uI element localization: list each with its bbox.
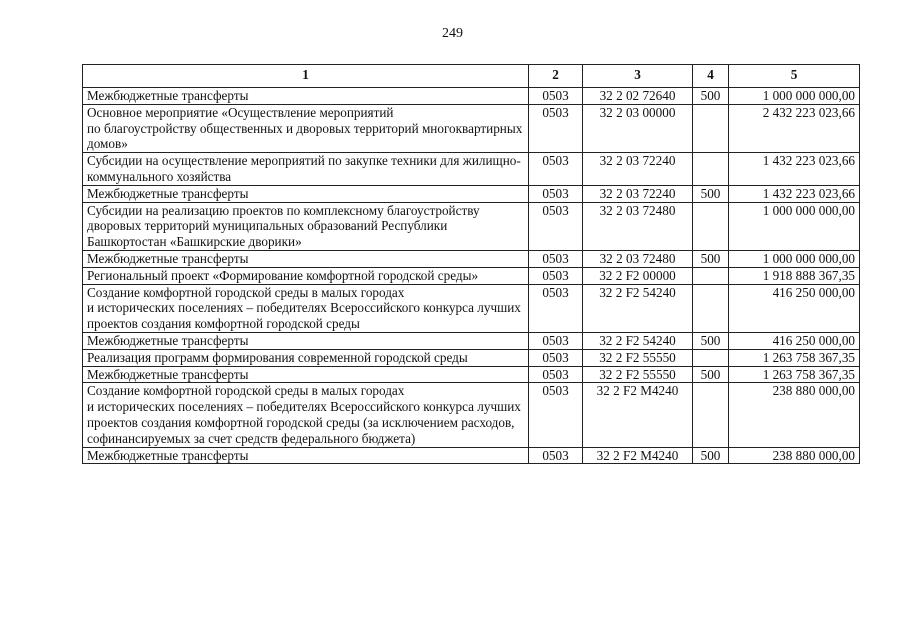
row-amount-cell: 238 880 000,00 xyxy=(729,383,860,447)
row-expense-type-cell xyxy=(693,383,729,447)
row-amount-cell: 1 000 000 000,00 xyxy=(729,250,860,267)
row-target-article-cell: 32 2 02 72640 xyxy=(583,88,693,105)
row-expense-type-cell xyxy=(693,284,729,332)
row-name-cell: Региональный проект «Формирование комфортной городской среды» xyxy=(83,267,529,284)
row-name-cell: Реализация программ формирования современной городской среды xyxy=(83,349,529,366)
row-amount-cell: 1 432 223 023,66 xyxy=(729,185,860,202)
row-target-article-cell: 32 2 F2 54240 xyxy=(583,332,693,349)
row-name-cell: Создание комфортной городской среды в малых городах и исторических поселениях – победителях Всероссийского конкурса лучших проектов создания комфортной городской среды (за исключением расходов, софинансируемых за счет средств федерального бюджета) xyxy=(83,383,529,447)
row-expense-type-cell: 500 xyxy=(693,185,729,202)
row-section-code-cell: 0503 xyxy=(529,104,583,152)
header-col-3: 3 xyxy=(583,65,693,88)
table-row xyxy=(83,267,860,284)
row-section-code-cell: 0503 xyxy=(529,284,583,332)
row-target-article-cell: 32 2 03 72240 xyxy=(583,153,693,186)
table-row xyxy=(83,284,860,332)
table-row xyxy=(83,202,860,250)
header-col-5: 5 xyxy=(729,65,860,88)
table-header-row xyxy=(83,65,860,88)
row-name-cell: Создание комфортной городской среды в малых городах и исторических поселениях – победителях Всероссийского конкурса лучших проектов создания комфортной городской среды xyxy=(83,284,529,332)
header-col-2: 2 xyxy=(529,65,583,88)
row-name-cell: Межбюджетные трансферты xyxy=(83,366,529,383)
row-section-code-cell: 0503 xyxy=(529,250,583,267)
table-row xyxy=(83,250,860,267)
header-col-4: 4 xyxy=(693,65,729,88)
row-section-code-cell: 0503 xyxy=(529,447,583,464)
table-row xyxy=(83,447,860,464)
row-name-cell: Межбюджетные трансферты xyxy=(83,447,529,464)
row-target-article-cell: 32 2 03 00000 xyxy=(583,104,693,152)
table-row xyxy=(83,349,860,366)
row-expense-type-cell: 500 xyxy=(693,332,729,349)
table-row xyxy=(83,366,860,383)
budget-table xyxy=(82,64,860,464)
row-amount-cell: 2 432 223 023,66 xyxy=(729,104,860,152)
row-amount-cell: 416 250 000,00 xyxy=(729,332,860,349)
row-name-cell: Межбюджетные трансферты xyxy=(83,185,529,202)
header-col-1: 1 xyxy=(83,65,529,88)
row-amount-cell: 1 000 000 000,00 xyxy=(729,88,860,105)
row-section-code-cell: 0503 xyxy=(529,202,583,250)
row-section-code-cell: 0503 xyxy=(529,366,583,383)
row-section-code-cell: 0503 xyxy=(529,332,583,349)
row-expense-type-cell xyxy=(693,104,729,152)
row-section-code-cell: 0503 xyxy=(529,153,583,186)
row-amount-cell: 1 263 758 367,35 xyxy=(729,366,860,383)
row-target-article-cell: 32 2 F2 54240 xyxy=(583,284,693,332)
page-number: 249 xyxy=(442,26,463,41)
row-name-cell: Межбюджетные трансферты xyxy=(83,250,529,267)
row-section-code-cell: 0503 xyxy=(529,349,583,366)
table-row xyxy=(83,332,860,349)
row-amount-cell: 1 263 758 367,35 xyxy=(729,349,860,366)
table-row xyxy=(83,104,860,152)
row-expense-type-cell: 500 xyxy=(693,250,729,267)
row-section-code-cell: 0503 xyxy=(529,383,583,447)
row-expense-type-cell xyxy=(693,267,729,284)
row-name-cell: Межбюджетные трансферты xyxy=(83,332,529,349)
row-expense-type-cell: 500 xyxy=(693,447,729,464)
row-target-article-cell: 32 2 F2 00000 xyxy=(583,267,693,284)
row-target-article-cell: 32 2 03 72480 xyxy=(583,250,693,267)
table-row xyxy=(83,153,860,186)
row-amount-cell: 238 880 000,00 xyxy=(729,447,860,464)
row-target-article-cell: 32 2 F2 M4240 xyxy=(583,447,693,464)
row-expense-type-cell xyxy=(693,349,729,366)
row-target-article-cell: 32 2 F2 M4240 xyxy=(583,383,693,447)
row-amount-cell: 416 250 000,00 xyxy=(729,284,860,332)
row-section-code-cell: 0503 xyxy=(529,88,583,105)
row-amount-cell: 1 432 223 023,66 xyxy=(729,153,860,186)
row-expense-type-cell: 500 xyxy=(693,366,729,383)
row-target-article-cell: 32 2 03 72480 xyxy=(583,202,693,250)
row-target-article-cell: 32 2 03 72240 xyxy=(583,185,693,202)
row-target-article-cell: 32 2 F2 55550 xyxy=(583,366,693,383)
row-section-code-cell: 0503 xyxy=(529,267,583,284)
row-expense-type-cell xyxy=(693,202,729,250)
row-section-code-cell: 0503 xyxy=(529,185,583,202)
row-expense-type-cell xyxy=(693,153,729,186)
row-amount-cell: 1 918 888 367,35 xyxy=(729,267,860,284)
table-row xyxy=(83,185,860,202)
row-name-cell: Субсидии на осуществление мероприятий по закупке техники для жилищно-коммунального хозяйства xyxy=(83,153,529,186)
row-amount-cell: 1 000 000 000,00 xyxy=(729,202,860,250)
row-name-cell: Основное мероприятие «Осуществление мероприятий по благоустройству общественных и дворовых территорий многоквартирных домов» xyxy=(83,104,529,152)
table-row xyxy=(83,88,860,105)
row-name-cell: Субсидии на реализацию проектов по комплексному благоустройству дворовых территорий муниципальных образований Республики Башкортостан «Башкирские дворики» xyxy=(83,202,529,250)
row-target-article-cell: 32 2 F2 55550 xyxy=(583,349,693,366)
table-row xyxy=(83,383,860,447)
row-expense-type-cell: 500 xyxy=(693,88,729,105)
row-name-cell: Межбюджетные трансферты xyxy=(83,88,529,105)
